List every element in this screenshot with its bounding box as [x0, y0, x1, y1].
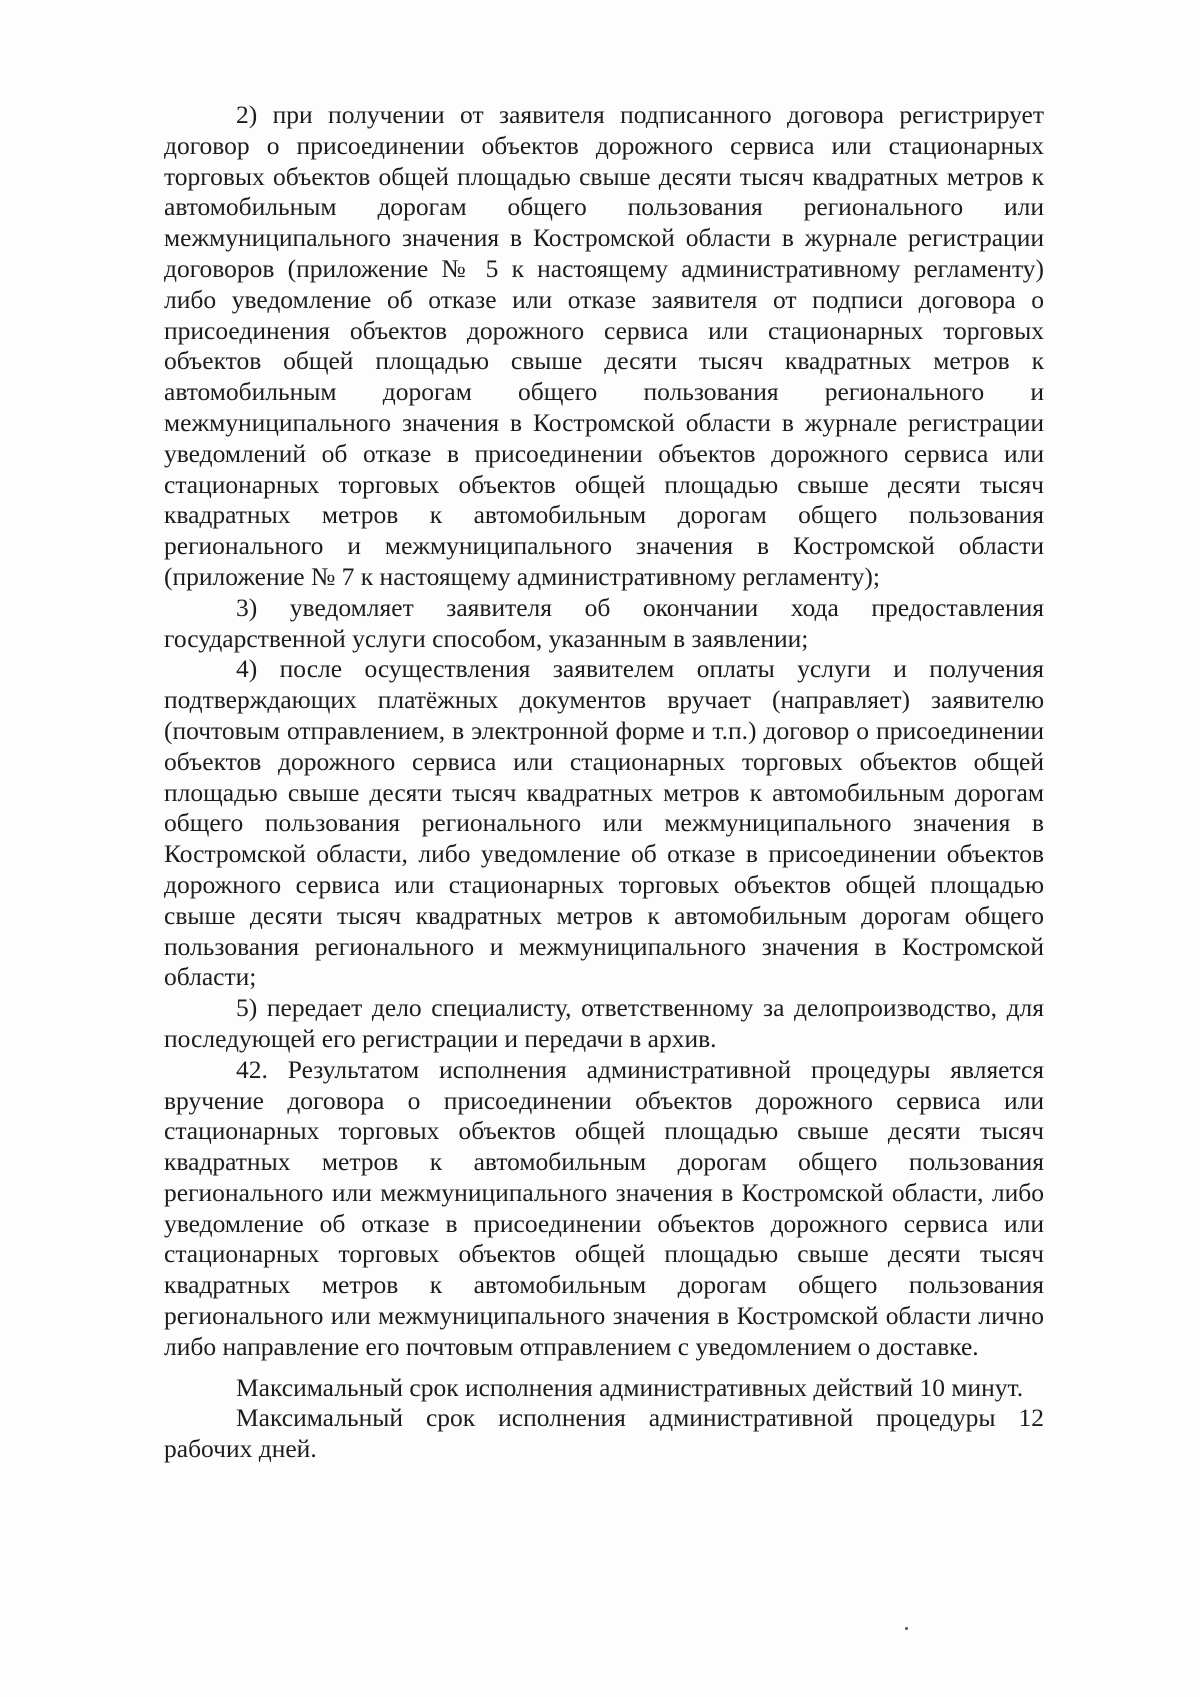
scan-speck	[905, 1627, 908, 1630]
paragraph-max-procedure-time: Максимальный срок исполнения административной процедуры 12 рабочих дней.	[164, 1403, 1044, 1464]
paragraph-item-4-delivery: 4) после осуществления заявителем оплаты услуги и получения подтверждающих платёжных документов вручает (направляет) заявителю (почтовым отправлением, в электронной форме и т.п.) договор о присоединении объектов дорожного сервиса или стационарных торговых объектов общей площадью свыше десяти тысяч квадратных метров к автомобильным дорогам общего пользования регионального или межмуниципального значения в Костромской области, либо уведомление об отказе в присоединении объектов дорожного сервиса или стационарных торговых объектов общей площадью свыше десяти тысяч квадратных метров к автомобильным дорогам общего пользования регионального и межмуниципального значения в Костромской области;	[164, 654, 1044, 992]
document-body	[164, 100, 1044, 1465]
paragraph-clause-42-result: 42. Результатом исполнения административной процедуры является вручение договора о присоединении объектов дорожного сервиса или стационарных торговых объектов общей площадью свыше десяти тысяч квадратных метров к автомобильным дорогам общего пользования регионального или межмуниципального значения в Костромской области, либо уведомление об отказе в присоединении объектов дорожного сервиса или стационарных торговых объектов общей площадью свыше десяти тысяч квадратных метров к автомобильным дорогам общего пользования регионального или межмуниципального значения в Костромской области лично либо направление его почтовым отправлением с уведомлением о доставке.	[164, 1054, 1044, 1361]
paragraph-item-3-notification: 3) уведомляет заявителя об окончании хода предоставления государственной услуги способом, указанным в заявлении;	[164, 592, 1044, 653]
paragraph-item-2-registration: 2) при получении от заявителя подписанного договора регистрирует договор о присоединении объектов дорожного сервиса или стационарных торговых объектов общей площадью свыше десяти тысяч квадратных метров к автомобильным дорогам общего пользования регионального или межмуниципального значения в Костромской области в журнале регистрации договоров (приложение № 5 к настоящему административному регламенту) либо уведомление об отказе или отказе заявителя от подписи договора о присоединения объектов дорожного сервиса или стационарных торговых объектов общей площадью свыше десяти тысяч квадратных метров к автомобильным дорогам общего пользования регионального и межмуниципального значения в Костромской области в журнале регистрации уведомлений об отказе в присоединении объектов дорожного сервиса или стационарных торговых объектов общей площадью свыше десяти тысяч квадратных метров к автомобильным дорогам общего пользования регионального и межмуниципального значения в Костромской области (приложение № 7 к настоящему административному регламенту);	[164, 100, 1044, 591]
paragraph-max-action-time: Максимальный срок исполнения административных действий 10 минут.	[236, 1372, 1024, 1402]
paragraph-item-5-archive: 5) передает дело специалисту, ответственному за делопроизводство, для последующей его регистрации и передачи в архив.	[164, 993, 1044, 1053]
